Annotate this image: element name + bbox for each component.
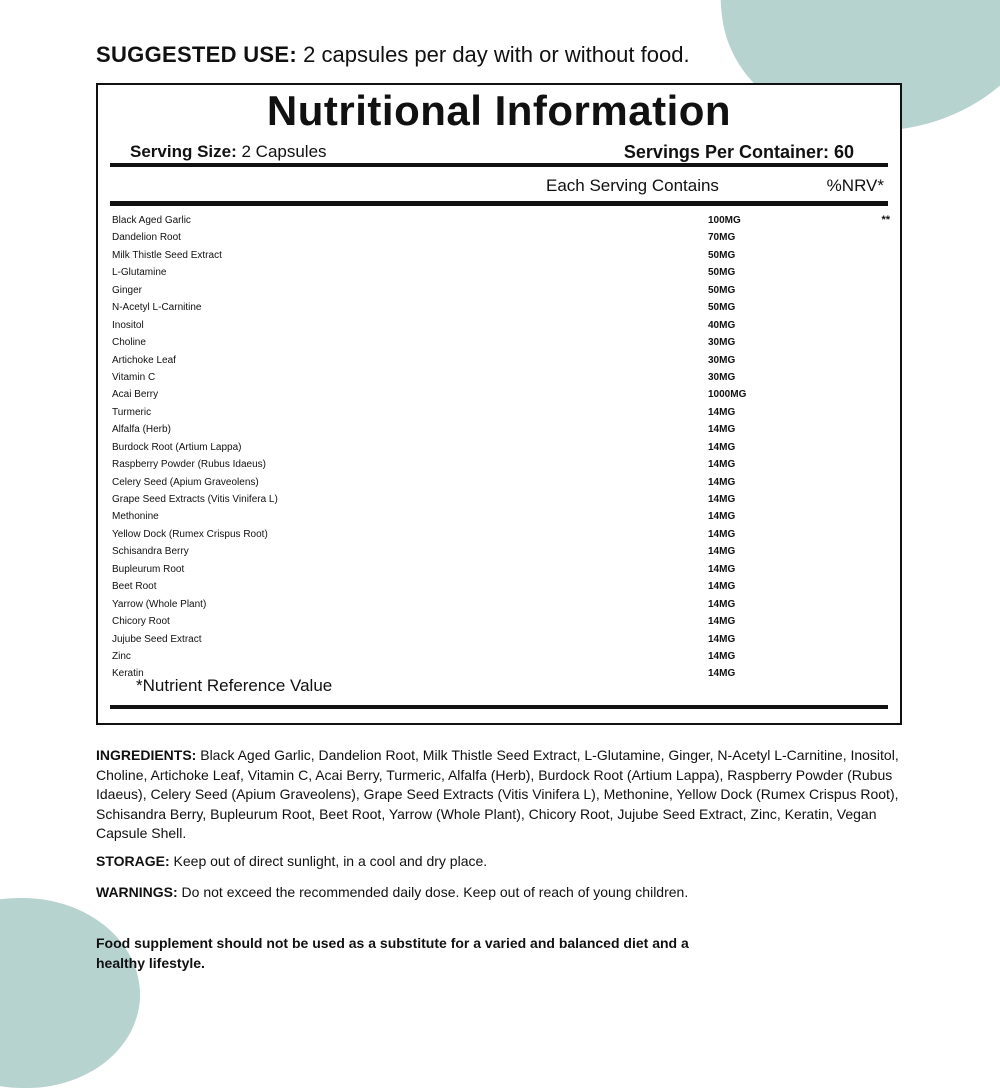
table-row bbox=[112, 614, 892, 631]
nutrient-rows bbox=[112, 213, 892, 684]
divider-top bbox=[110, 163, 888, 167]
serving-size bbox=[130, 142, 327, 162]
disclaimer: Food supplement should not be used as a substitute for a varied and balanced diet and a healthy lifestyle. bbox=[96, 935, 689, 971]
nutrient-amount: 14MG bbox=[708, 668, 736, 680]
nrv-header: %NRV* bbox=[826, 176, 884, 195]
storage-paragraph bbox=[96, 852, 916, 872]
nutrient-amount: 70MG bbox=[708, 232, 736, 244]
table-row bbox=[112, 248, 892, 265]
table-row bbox=[112, 230, 892, 247]
table-row bbox=[112, 300, 892, 317]
nutrient-amount: 40MG bbox=[708, 319, 736, 331]
ingredients-label: INGREDIENTS: bbox=[96, 747, 197, 763]
nutrient-name: Yarrow (Whole Plant) bbox=[112, 598, 207, 610]
nutrient-amount: 14MG bbox=[708, 441, 736, 453]
table-row bbox=[112, 597, 892, 614]
nutrient-amount: 50MG bbox=[708, 249, 736, 261]
ingredients-text: Black Aged Garlic, Dandelion Root, Milk Thistle Seed Extract, L-Glutamine, Ginger, N-Acetyl L-Carnitine, Inositol, Choline, Artichoke Leaf, Vitamin C, Acai Berry, Turmeric, Alfalfa (Herb), Burdock Root (Artium Lappa), Raspberry Powder (Rubus Idaeus), Celery Seed (Apium Graveolens), Grape Seed Extracts (Vitis Vinifera L), Methonine, Yellow Dock (Rumex Crispus Root), Schisandra Berry, Bupleurum Root, Beet Root, Yarrow (Whole Plant), Chicory Root, Jujube Seed Extract, Zinc, Keratin, Vegan Capsule Shell. bbox=[96, 747, 899, 841]
each-serving-header: Each Serving Contains bbox=[546, 176, 719, 195]
nutrition-panel bbox=[96, 83, 902, 725]
table-row bbox=[112, 405, 892, 422]
ingredients-paragraph bbox=[96, 746, 916, 844]
table-row bbox=[112, 544, 892, 561]
nutrient-name: Zinc bbox=[112, 650, 131, 662]
nutrient-amount: 1000MG bbox=[708, 389, 747, 401]
decorative-blob-bottom bbox=[0, 898, 140, 1088]
table-row bbox=[112, 649, 892, 666]
table-row bbox=[112, 579, 892, 596]
warnings-label: WARNINGS: bbox=[96, 884, 178, 900]
table-row bbox=[112, 387, 892, 404]
nutrient-name: L-Glutamine bbox=[112, 267, 167, 279]
nutrient-amount: 30MG bbox=[708, 371, 736, 383]
nutrient-amount: 14MG bbox=[708, 563, 736, 575]
nutrient-name: Chicory Root bbox=[112, 616, 170, 628]
nutrient-name: N-Acetyl L-Carnitine bbox=[112, 302, 202, 314]
nutrient-amount: 14MG bbox=[708, 581, 736, 593]
nutrient-amount: 14MG bbox=[708, 598, 736, 610]
nutrient-amount: 14MG bbox=[708, 424, 736, 436]
servings-per-container: Servings Per Container: 60 bbox=[623, 142, 854, 162]
serving-size-label: Serving Size: bbox=[130, 142, 237, 161]
nutrient-nrv: ** bbox=[881, 214, 890, 226]
nutrient-amount: 14MG bbox=[708, 650, 736, 662]
nutrient-name: Artichoke Leaf bbox=[112, 354, 176, 366]
nutrient-amount: 14MG bbox=[708, 406, 736, 418]
table-row bbox=[112, 492, 892, 509]
table-row bbox=[112, 457, 892, 474]
nutrient-name: Grape Seed Extracts (Vitis Vinifera L) bbox=[112, 494, 278, 505]
suggested-use bbox=[96, 42, 690, 68]
table-row bbox=[112, 335, 892, 352]
table-row bbox=[112, 213, 892, 230]
divider-header bbox=[110, 201, 888, 206]
nutrient-name: Vitamin C bbox=[112, 371, 156, 383]
nutrient-name: Black Aged Garlic bbox=[112, 215, 191, 226]
nutrient-name: Milk Thistle Seed Extract bbox=[112, 249, 222, 261]
table-row bbox=[112, 318, 892, 335]
nutrient-name: Turmeric bbox=[112, 406, 152, 418]
nutrient-amount: 100MG bbox=[708, 215, 741, 226]
nutrient-name: Beet Root bbox=[112, 581, 157, 593]
table-row bbox=[112, 562, 892, 579]
table-row bbox=[112, 475, 892, 492]
nutrient-name: Alfalfa (Herb) bbox=[112, 424, 171, 436]
nutrient-amount: 14MG bbox=[708, 511, 736, 523]
serving-size-value: 2 Capsules bbox=[236, 142, 327, 161]
nutrient-amount: 14MG bbox=[708, 494, 736, 505]
nutrient-amount: 14MG bbox=[708, 528, 736, 540]
divider-bottom bbox=[110, 705, 888, 709]
nutrient-name: Yellow Dock (Rumex Crispus Root) bbox=[112, 528, 268, 540]
nutrient-name: Burdock Root (Artium Lappa) bbox=[112, 441, 242, 453]
nutrient-amount: 14MG bbox=[708, 633, 736, 645]
table-row bbox=[112, 353, 892, 370]
table-row bbox=[112, 527, 892, 544]
nutrient-amount: 14MG bbox=[708, 546, 736, 558]
nutrient-amount: 50MG bbox=[708, 302, 736, 314]
nutrient-amount: 14MG bbox=[708, 459, 736, 471]
table-row bbox=[112, 440, 892, 457]
panel-title: Nutritional Information bbox=[266, 87, 732, 134]
table-row bbox=[112, 370, 892, 387]
nutrient-name: Keratin bbox=[112, 668, 144, 680]
table-row bbox=[112, 632, 892, 649]
nutrient-name: Celery Seed (Apium Graveolens) bbox=[112, 476, 259, 488]
nutrient-name: Choline bbox=[112, 337, 146, 349]
storage-text: Keep out of direct sunlight, in a cool and dry place. bbox=[169, 853, 488, 869]
suggested-use-label: SUGGESTED USE: bbox=[96, 42, 298, 67]
nutrient-amount: 50MG bbox=[708, 284, 736, 296]
table-row bbox=[112, 283, 892, 300]
nutrient-amount: 30MG bbox=[708, 354, 736, 366]
warnings-text: Do not exceed the recommended daily dose. Keep out of reach of young children. bbox=[177, 884, 689, 900]
nutrient-amount: 14MG bbox=[708, 616, 736, 628]
nutrient-name: Bupleurum Root bbox=[112, 563, 185, 575]
nutrient-name: Acai Berry bbox=[112, 389, 159, 401]
nutrient-name: Dandelion Root bbox=[112, 232, 181, 244]
nrv-footnote: *Nutrient Reference Value bbox=[136, 676, 333, 695]
warnings-paragraph bbox=[96, 883, 696, 903]
suggested-use-text: 2 capsules per day with or without food. bbox=[297, 42, 690, 67]
table-row bbox=[112, 265, 892, 282]
nutrient-name: Methonine bbox=[112, 511, 159, 523]
nutrient-amount: 50MG bbox=[708, 267, 736, 279]
nutrient-name: Jujube Seed Extract bbox=[112, 633, 202, 645]
table-row bbox=[112, 509, 892, 526]
nutrient-name: Ginger bbox=[112, 284, 143, 296]
storage-label: STORAGE: bbox=[96, 853, 170, 869]
nutrient-name: Schisandra Berry bbox=[112, 546, 189, 558]
nutrient-name: Raspberry Powder (Rubus Idaeus) bbox=[112, 459, 266, 471]
table-row bbox=[112, 422, 892, 439]
nutrient-name: Inositol bbox=[112, 319, 144, 331]
nutrient-amount: 14MG bbox=[708, 476, 736, 488]
nutrient-amount: 30MG bbox=[708, 337, 736, 349]
